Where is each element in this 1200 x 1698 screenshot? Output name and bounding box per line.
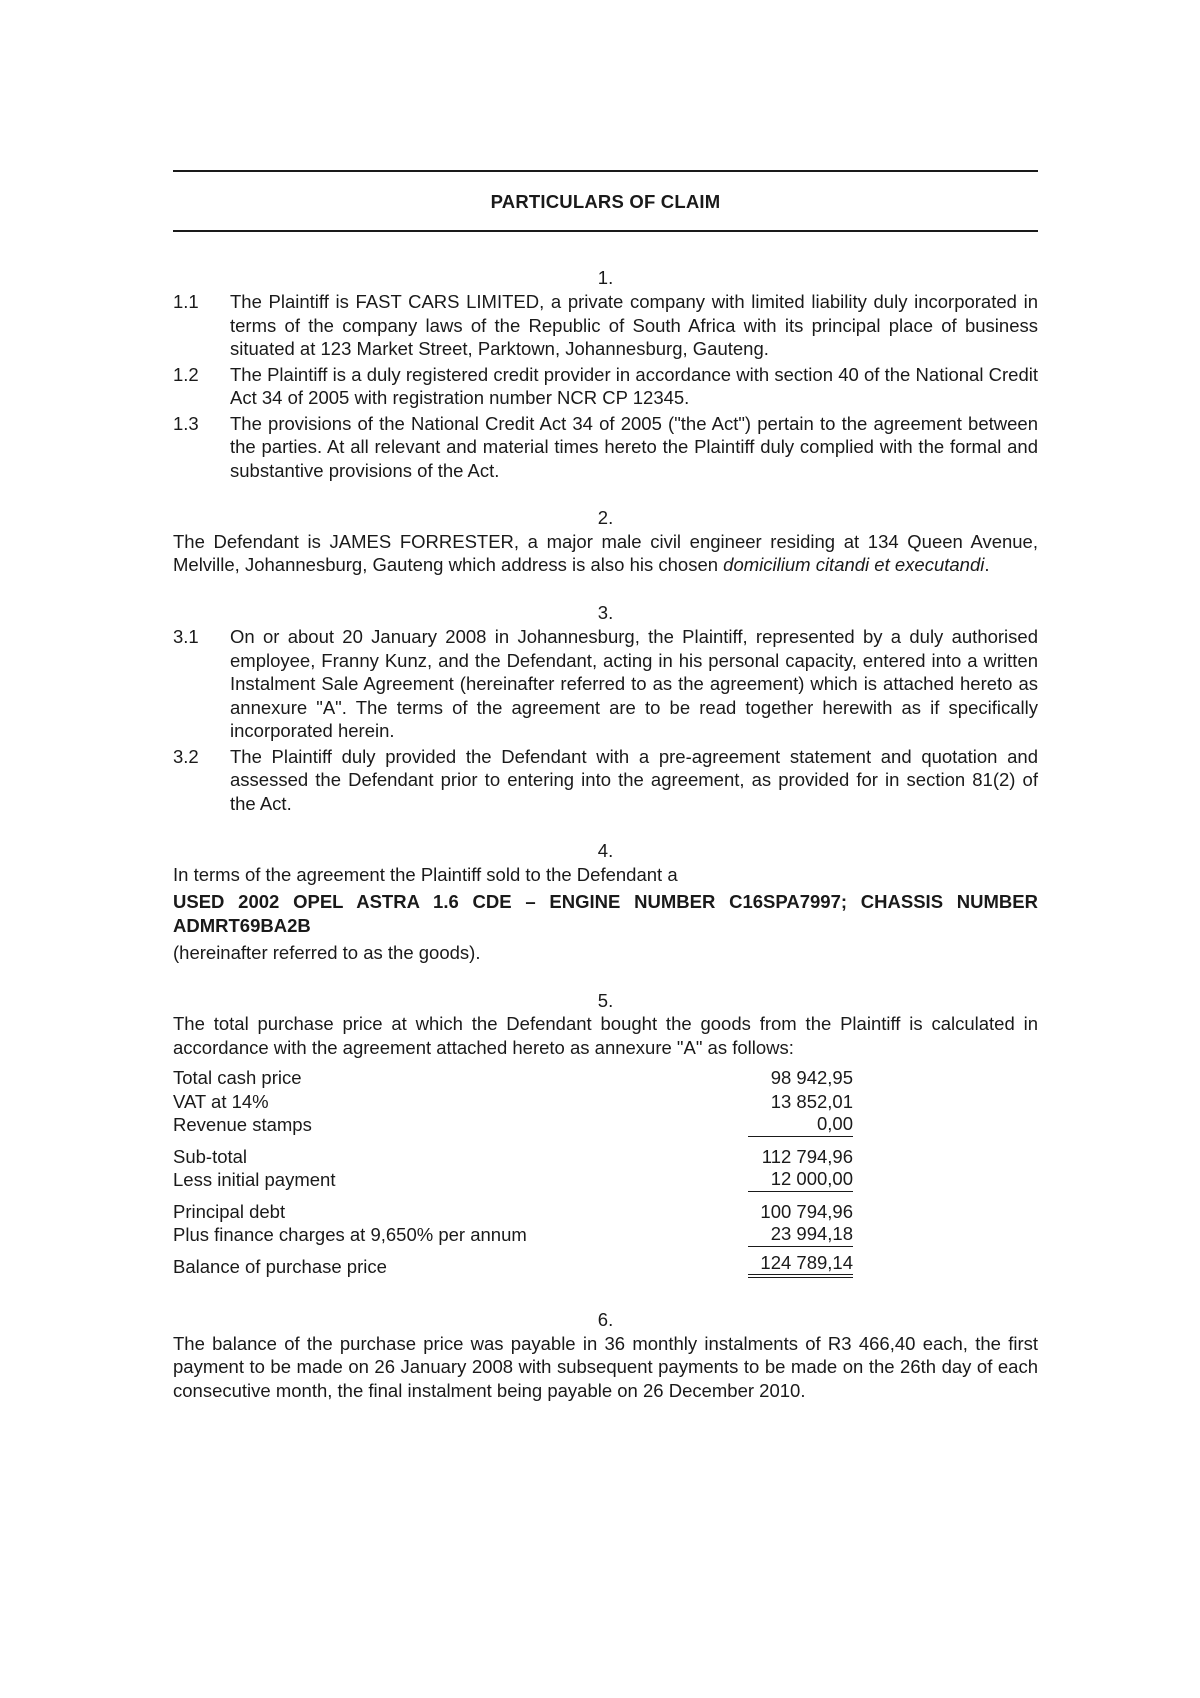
row-label: Revenue stamps: [173, 1114, 312, 1135]
section-4-number: 4.: [597, 840, 614, 861]
row-value: 13 852,01: [770, 1090, 853, 1112]
table-row: [173, 1251, 853, 1279]
table-row: [173, 1168, 853, 1192]
table-row: [173, 1090, 853, 1114]
clause-1-3: [173, 412, 1038, 483]
section-5-intro: The total purchase price at which the Defendant bought the goods from the Plaintiff is calculated in accordance with the agreement attached hereto as annexure "A" as follows:: [173, 1013, 1038, 1058]
row-label: Total cash price: [173, 1067, 302, 1088]
clause-text: The Plaintiff is a duly registered credit provider in accordance with section 40 of the National Credit Act 34 of 2005 with registration number NCR CP 12345.: [230, 363, 1038, 408]
principal-group: [173, 1200, 853, 1247]
section-6: [173, 1308, 1038, 1402]
row-label: Plus finance charges at 9,650% per annum: [173, 1224, 527, 1245]
row-label: Principal debt: [173, 1200, 286, 1222]
defendant-text: The Defendant is JAMES FORRESTER, a major male civil engineer residing at 134 Queen Avenue, Melville, Johannesburg, Gauteng which address is also his chosen: [173, 530, 1038, 575]
row-value: 23 994,18: [748, 1222, 853, 1247]
clause-3-2: [173, 745, 1038, 816]
clause-label: 1.1: [173, 291, 199, 312]
section-5-number: 5.: [597, 989, 614, 1011]
clause-text: On or about 20 January 2008 in Johannesburg, the Plaintiff, represented by a duly authorised employee, Franny Kunz, and the Defendant, acting in his personal capacity, entered into a written Instalment Sale Agreement (hereinafter referred to as the agreement) which is attached hereto as annexure "A". The terms of the agreement are to be read together herewith as if specifically incorporated herein.: [230, 626, 1038, 741]
row-value: 0,00: [748, 1112, 853, 1137]
row-value: 98 942,95: [770, 1067, 853, 1088]
section-2-paragraph: [173, 530, 1038, 577]
clause-text: The Plaintiff is FAST CARS LIMITED, a private company with limited liability duly incorporated in terms of the company laws of the Republic of South Africa with its principal place of business situated at 123 Market Street, Parktown, Johannesburg, Gauteng.: [230, 291, 1038, 359]
row-value: 12 000,00: [748, 1167, 853, 1192]
clause-3-1: [173, 625, 1038, 743]
section-6-number: 6.: [597, 1309, 614, 1330]
clause-label: 1.2: [173, 363, 199, 385]
row-value: 124 789,14: [748, 1251, 853, 1279]
section-2: [173, 506, 1038, 577]
row-value: 112 794,96: [761, 1145, 853, 1167]
price-group: [173, 1066, 853, 1137]
section-4: [173, 839, 1038, 965]
row-label: VAT at 14%: [173, 1090, 269, 1112]
clause-1-2: [173, 363, 1038, 410]
section-2-number: 2.: [597, 507, 614, 528]
clause-label: 3.2: [173, 745, 199, 767]
subtotal-group: [173, 1145, 853, 1192]
section-6-paragraph: The balance of the purchase price was payable in 36 monthly instalments of R3 466,40 each, the first payment to be made on 26 January 2008 with subsequent payments to be made on the 26th day of each consecutive month, the final instalment being payable on 26 December 2010.: [173, 1332, 1038, 1401]
table-row: [173, 1223, 853, 1247]
row-label: Balance of purchase price: [173, 1255, 387, 1277]
clause-text: The Plaintiff duly provided the Defendant with a pre-agreement statement and quotation and assessed the Defendant prior to entering into the agreement, as provided for in section 81(2) of the Act.: [230, 745, 1038, 814]
row-label: Sub-total: [173, 1145, 248, 1167]
section-4-outro: (hereinafter referred to as the goods).: [173, 942, 481, 963]
document-page: [173, 170, 1038, 1402]
defendant-text-end: .: [984, 554, 990, 575]
clause-1-1: [173, 290, 1038, 361]
title-bottom-rule: [173, 230, 1038, 232]
page-title: PARTICULARS OF CLAIM: [490, 191, 721, 212]
row-value: 100 794,96: [760, 1200, 853, 1222]
section-1: [173, 266, 1038, 483]
domicilium-phrase: domicilium citandi et executandi: [723, 554, 985, 575]
goods-description: USED 2002 OPEL ASTRA 1.6 CDE – ENGINE NUMBER C16SPA7997; CHASSIS NUMBER ADMRT69BA2B: [173, 891, 1038, 936]
section-5: [173, 989, 1038, 1279]
table-row: [173, 1066, 853, 1090]
clause-text: The provisions of the National Credit Act 34 of 2005 ("the Act") pertain to the agreement between the parties. At all relevant and material times hereto the Plaintiff duly complied with the formal and substantive provisions of the Act.: [230, 412, 1038, 481]
row-label: Less initial payment: [173, 1169, 336, 1190]
table-row: [173, 1145, 853, 1169]
section-4-intro: In terms of the agreement the Plaintiff sold to the Defendant a: [173, 863, 678, 885]
balance-group: [173, 1251, 853, 1279]
table-row: [173, 1113, 853, 1137]
section-3: [173, 601, 1038, 816]
clause-label: 1.3: [173, 412, 199, 434]
section-1-number: 1.: [597, 266, 614, 288]
table-row: [173, 1200, 853, 1224]
purchase-price-table: [173, 1066, 853, 1278]
clause-label: 3.1: [173, 626, 199, 647]
section-3-number: 3.: [597, 601, 614, 623]
